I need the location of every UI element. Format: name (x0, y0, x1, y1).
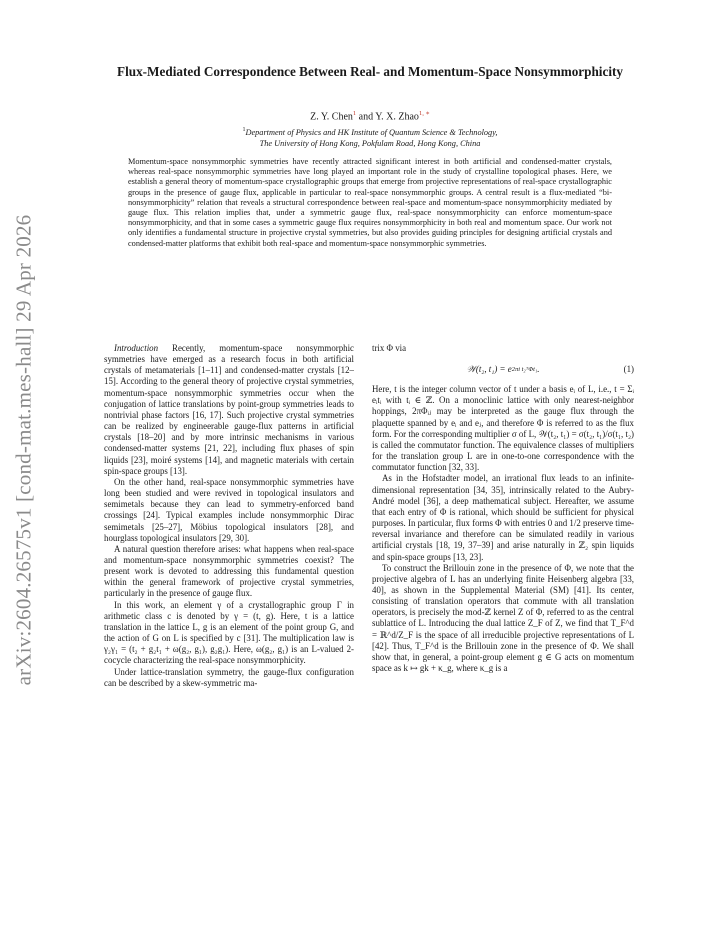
affiliation (100, 125, 640, 149)
affiliation-line-2: The University of Hong Kong, Pokfulam Road, Hong Kong, China (259, 138, 481, 148)
equation-lhs: 𝒲(t₂, t₁) = e (466, 363, 512, 374)
intro-heading: Introduction (114, 343, 159, 353)
author-1-affil-mark: 1 (352, 110, 357, 117)
paragraph-3: A natural question therefore arises: what happens when real-space and momentum-space nonsymmorphic symmetries coexist? The present work is devoted to addressing this fundamental question within the general framework of projective crystal symmetries, particularly in the presence of gauge flux. (104, 543, 354, 599)
paragraph-flux-form: Here, t is the integer column vector of t under a basis eᵢ of L, i.e., t = Σᵢ eᵢtᵢ with tᵢ ∈ ℤ. On a monoclinic lattice with only nearest-neighbor hoppings, 2πΦᵢⱼ may be interpreted as the gauge flux through the plaquette spanned by eᵢ and eⱼ, and therefore Φ is referred to as the flux form. For the corresponding multiplier σ of L, 𝒲(t₂, t₁) = σ(t₂, t₁)/σ(t₁, t₂) is called the commutator function. The equivalence classes of multipliers for the translation group L are in one-to-one correspondence with the commutator function [32, 33]. (372, 384, 634, 473)
equation-exponent: 2πi t₂ᵀΦt₁ (511, 365, 538, 373)
arxiv-identifier: arXiv:2604.26575v1 [cond-mat.mes-hall] 29 Apr 2026 (11, 214, 36, 686)
arxiv-sidebar (2, 200, 46, 700)
paragraph-hofstadter: As in the Hofstadter model, an irrational flux leads to an infinite-dimensional representation [34, 35], intrinsically related to the Aubry-André model [36], a deep mathematical subject. Hereafter, we assume that each entry of Φ is rational, which should be sufficient for physical purposes. In particular, flux forms Φ with entries 0 and 1/2 preserve time-reversal invariance and therefore can be simulated readily in various artificial crystals [18, 19, 37–39] and arise naturally in ℤ₂ spin liquids and spin-space groups [13, 23]. (372, 473, 634, 562)
author-1: Z. Y. Chen (310, 111, 353, 123)
author-line (100, 109, 640, 122)
left-column (104, 343, 354, 689)
equation-1 (372, 354, 634, 384)
paragraph-4: In this work, an element γ of a crystallographic group Γ in arithmetic class c is denoted by γ = (t, g). Here, t is a lattice translation in the lattice L, g is an element of the point group G, and the action of G on L is specified by c [31]. The multiplication law is γ₂γ₁ = (t₂ + g₂t₁ + ω(g₂, g₁), g₂g₁). Here, ω(g₂, g₁) is an L-valued 2-cocycle characterizing the real-space nonsymmorphicity. (104, 599, 354, 666)
paragraph-2: On the other hand, real-space nonsymmorphic symmetries have long been studied and were revived in topological insulators and semimetals because they can lead to symmetry-enforced band crossings [24]. Typical examples include nonsymmorphic Dirac semimetals [25–27], Möbius topological insulators [28], and hourglass topological insulators [29, 30]. (104, 476, 354, 543)
paragraph-intro: Recently, momentum-space nonsymmorphic symmetries have emerged as a research focus in both artificial crystals of metamaterials [1–11] and condensed-matter crystals [12–15]. According to the general theory of projective crystal symmetries, momentum-space nonsymmorphic symmetries occur when the conjugation of lattice translations by point-group symmetries leads to nontrivial phase factors [16, 17]. Such projective crystal symmetries can be realized by engineerable gauge-flux patterns in artificial crystals [18–20] and by more intrinsic mechanisms in various condensed-matter systems [21, 22], including flux phases of spin liquids [23], moiré systems [14], and magnetic materials with certain spin-space groups [13]. (104, 343, 354, 476)
right-column (372, 343, 634, 674)
affiliation-line-1: Department of Physics and HK Institute of Quantum Science & Technology, (245, 127, 498, 137)
abstract: Momentum-space nonsymmorphic symmetries have recently attracted significant interest in both artificial and condensed-matter crystals, whereas real-space nonsymmorphic symmetries have long played an important role in the study of crystalline topological phases. Here, we establish a general theory of momentum-space crystallographic groups that emerge from projective representations of real-space crystallographic groups in the presence of gauge flux, applicable in particular to real-space nonsymmorphic groups. A central result is a flux-mediated “bi-nonsymmorphicity” relation that reveals a structural correspondence between real-space and momentum-space nonsymmorphicity mediated by gauge flux. This relation implies that, under a symmetric gauge flux, real-space nonsymmorphicity can enforce momentum-space nonsymmorphicity, and that in some cases a symmetric gauge flux requires nonsymmorphicity in both real and momentum space. Our work not only identifies a fundamental structure in projective crystal symmetries, but also provides guiding principles for designing artificial crystals and condensed-matter platforms that exhibit both real-space and momentum-space nonsymmorphic symmetries. (128, 157, 612, 248)
equation-number: (1) (623, 363, 634, 374)
affiliation-mark: 1 (242, 127, 246, 133)
paragraph-continued: trix Φ via (372, 343, 407, 353)
paper-title: Flux-Mediated Correspondence Between Real- and Momentum-Space Nonsymmorphicity (117, 64, 623, 79)
author-2: and Y. X. Zhao (356, 111, 419, 123)
paragraph-brillouin-zone: To construct the Brillouin zone in the presence of Φ, we note that the projective algebra of L has an underlying finite Heisenberg algebra [33, 40], as shown in the Supplemental Material (SM) [41]. Its center, consisting of translation operators that commute with all translation operators, is precisely the mod-ℤ kernel Z of Φ, referred to as the central sublattice of L. Introducing the dual lattice Z_F of Z, we find that T_F^d = ℝ^d/Z_F is the space of all irreducible projective representations of L [42]. Thus, T_F^d is the Brillouin zone in the presence of Φ. We shall show that, in general, a point-group element g ∈ G acts on momentum space as k ↦ gk + κ_g, where κ_g is a (372, 562, 634, 674)
equation-tail: . (537, 363, 540, 374)
paragraph-5: Under lattice-translation symmetry, the gauge-flux configuration can be described by a skew-symmetric ma- (104, 666, 354, 688)
author-2-affil-mark: 1, ∗ (418, 110, 430, 117)
